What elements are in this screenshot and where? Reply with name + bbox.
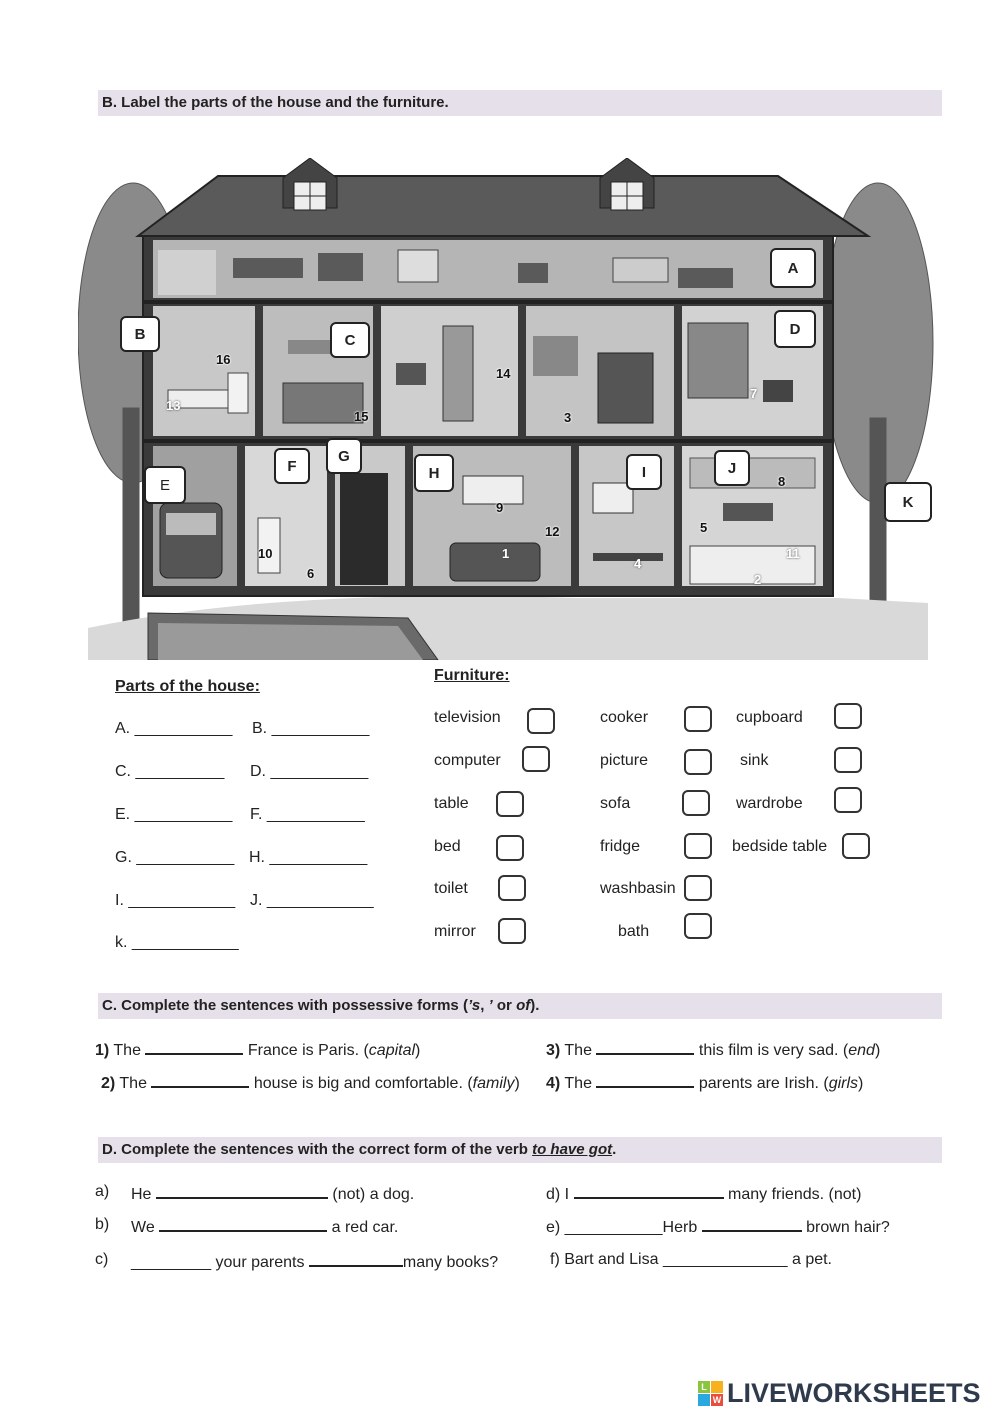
label-j: J: [714, 450, 750, 486]
furniture-bed: bed: [434, 838, 461, 855]
logo-square-blue: [698, 1394, 710, 1406]
d-d-blank[interactable]: [574, 1183, 724, 1199]
part-c[interactable]: C. __________: [115, 763, 225, 780]
mirror-answer-box[interactable]: [498, 918, 526, 944]
middle-floor: [153, 306, 823, 436]
sentence-d-a-letter: a): [95, 1183, 110, 1200]
section-d-title: D. Complete the sentences with the correct form of the verb to have got.: [98, 1137, 942, 1163]
sink-answer-box[interactable]: [834, 747, 862, 773]
d-a-blank[interactable]: [156, 1183, 328, 1199]
attic-window: [158, 250, 216, 295]
label-g: G: [326, 438, 362, 474]
part-h[interactable]: H. ___________: [249, 849, 368, 866]
furniture-sofa: sofa: [600, 795, 631, 812]
dormer-left: [283, 158, 337, 210]
number-6: 6: [307, 566, 315, 581]
number-16: 16: [216, 352, 231, 367]
c2-blank[interactable]: [151, 1072, 249, 1088]
cooker-answer-box[interactable]: [684, 706, 712, 732]
part-e[interactable]: E. ___________: [115, 806, 233, 823]
liveworksheets-logo: [698, 1378, 981, 1408]
furniture-washbasin: washbasin: [600, 880, 676, 897]
number-12: 12: [545, 524, 560, 539]
roof: [138, 176, 868, 236]
bed-answer-box[interactable]: [496, 835, 524, 861]
toilet-answer-box[interactable]: [498, 875, 526, 901]
right-tree: [823, 183, 933, 638]
parts-heading: Parts of the house:: [115, 678, 260, 695]
c1-blank[interactable]: [145, 1039, 243, 1055]
sentence-d-b: We a red car.: [131, 1216, 398, 1237]
label-h: H: [414, 454, 454, 492]
cupboard-answer-box[interactable]: [834, 703, 862, 729]
sentence-c4: 4) The parents are Irish. (girls): [546, 1072, 863, 1093]
sentence-d-b-letter: b): [95, 1216, 110, 1233]
furniture-table: table: [434, 795, 469, 812]
furniture-sink: sink: [740, 752, 769, 769]
number-5: 5: [700, 520, 708, 535]
bedside-table-answer-box[interactable]: [842, 833, 870, 859]
dormer-right: [600, 158, 654, 210]
label-d: D: [774, 310, 816, 348]
sentence-c2: 2) The house is big and comfortable. (family): [101, 1072, 520, 1093]
number-2: 2: [754, 572, 762, 587]
number-10: 10: [258, 546, 273, 561]
sentence-d-e: e) ___________Herb brown hair?: [546, 1216, 890, 1237]
sentence-d-c-letter: c): [95, 1251, 109, 1268]
section-b-title: B. Label the parts of the house and the furniture.: [98, 90, 942, 116]
label-k: K: [884, 482, 932, 522]
label-a: A: [770, 248, 816, 288]
house-drawing: [78, 158, 938, 660]
label-e: E: [144, 466, 186, 504]
number-14: 14: [496, 366, 511, 381]
fridge-answer-box[interactable]: [684, 833, 712, 859]
furniture-mirror: mirror: [434, 923, 476, 940]
number-1: 1: [502, 546, 510, 561]
television-answer-box[interactable]: [527, 708, 555, 734]
furniture-wardrobe: wardrobe: [736, 795, 803, 812]
number-11: 11: [786, 546, 800, 561]
furniture-fridge: fridge: [600, 838, 641, 855]
part-f[interactable]: F. ___________: [250, 806, 365, 823]
label-c: C: [330, 322, 370, 358]
bath-answer-box[interactable]: [684, 913, 712, 939]
furniture-bath: bath: [618, 923, 650, 940]
logo-letter-l: L: [698, 1381, 710, 1393]
furniture-toilet: toilet: [434, 880, 468, 897]
sentence-d-c: _________ your parents many books?: [131, 1251, 498, 1272]
number-9: 9: [496, 500, 504, 515]
computer-answer-box[interactable]: [522, 746, 550, 772]
part-j[interactable]: J. ____________: [250, 892, 374, 909]
part-b[interactable]: B. ___________: [252, 720, 370, 737]
logo-icon: [698, 1381, 723, 1406]
label-f: F: [274, 448, 310, 484]
house-illustration: [78, 158, 938, 660]
pool-water: [158, 623, 423, 660]
section-c-title: C. Complete the sentences with possessive forms (’s, ’ or of).: [98, 993, 942, 1019]
washbasin-answer-box[interactable]: [684, 875, 712, 901]
furniture-cooker: cooker: [600, 709, 649, 726]
part-a[interactable]: A. ___________: [115, 720, 233, 737]
furniture-picture: picture: [600, 752, 649, 769]
furniture-heading: Furniture:: [434, 667, 510, 684]
logo-letter-w: W: [712, 1394, 722, 1405]
logo-square-orange: [711, 1381, 723, 1393]
part-g[interactable]: G. ___________: [115, 849, 235, 866]
d-b-blank[interactable]: [159, 1216, 327, 1232]
sentence-d-f: f) Bart and Lisa ______________ a pet.: [550, 1251, 832, 1268]
sentence-d-a: He (not) a dog.: [131, 1183, 414, 1204]
label-i: I: [626, 454, 662, 490]
furniture-computer: computer: [434, 752, 501, 769]
table-answer-box[interactable]: [496, 791, 524, 817]
furniture-bedside-table: bedside table: [732, 838, 828, 855]
number-13: 13: [166, 398, 181, 413]
d-e-blank[interactable]: [702, 1216, 802, 1232]
furniture-television: television: [434, 709, 501, 726]
part-k[interactable]: k. ____________: [115, 934, 239, 951]
furniture-cupboard: cupboard: [736, 709, 803, 726]
sofa-answer-box[interactable]: [682, 790, 710, 816]
part-i[interactable]: I. ____________: [115, 892, 236, 909]
number-8: 8: [778, 474, 786, 489]
part-d[interactable]: D. ___________: [250, 763, 369, 780]
picture-answer-box[interactable]: [684, 749, 712, 775]
number-4: 4: [634, 556, 642, 571]
sentence-c3: 3) The this film is very sad. (end): [546, 1039, 880, 1060]
c3-blank[interactable]: [596, 1039, 694, 1055]
number-3: 3: [564, 410, 572, 425]
wardrobe-answer-box[interactable]: [834, 787, 862, 813]
logo-text: LIVEWORKSHEETS: [727, 1377, 981, 1408]
number-7: 7: [750, 386, 758, 401]
sentence-c1: 1) The France is Paris. (capital): [95, 1039, 420, 1060]
sentence-d-d: d) I many friends. (not): [546, 1183, 861, 1204]
c4-blank[interactable]: [596, 1072, 694, 1088]
label-b: B: [120, 316, 160, 352]
d-c-blank[interactable]: [309, 1251, 403, 1267]
number-15: 15: [354, 409, 369, 424]
